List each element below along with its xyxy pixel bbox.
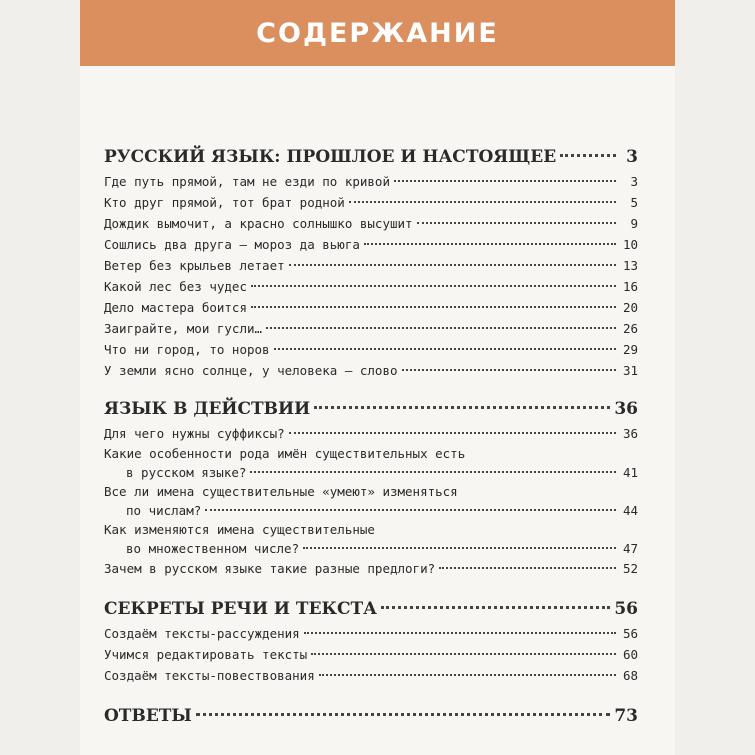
toc-entry[interactable] xyxy=(104,192,638,213)
entry-title: Сошлись два друга – мороз да вьюга xyxy=(104,237,360,252)
page-number: 9 xyxy=(630,216,638,231)
toc-entry[interactable] xyxy=(104,644,638,665)
section-title: ОТВЕТЫ xyxy=(104,706,192,726)
toc-entry[interactable] xyxy=(104,213,638,234)
table-of-contents xyxy=(104,143,638,730)
dot-leader xyxy=(196,713,610,716)
entry-title-continued: по числам? xyxy=(126,503,202,518)
entry-title: Заиграйте, мои гусли… xyxy=(104,321,263,336)
toc-entry[interactable] xyxy=(104,423,638,444)
page-number: 16 xyxy=(622,279,638,294)
dot-leader xyxy=(311,653,616,655)
page-number: 10 xyxy=(622,237,638,252)
dot-leader xyxy=(439,567,616,569)
dot-leader xyxy=(205,509,616,511)
page-number: 3 xyxy=(630,174,638,189)
dot-leader xyxy=(364,243,616,245)
dot-leader xyxy=(394,180,616,182)
page-number: 68 xyxy=(622,668,638,683)
page-number: 56 xyxy=(614,599,638,619)
dot-leader xyxy=(289,432,616,434)
entry-title: Кто друг прямой, тот брат родной xyxy=(104,195,345,210)
dot-leader xyxy=(381,606,610,609)
entry-title: Создаём тексты-рассуждения xyxy=(104,626,300,641)
entry-title: Создаём тексты-повествования xyxy=(104,668,315,683)
entry-title: У земли ясно солнце, у человека – слово xyxy=(104,363,398,378)
toc-entry-line[interactable] xyxy=(104,520,638,539)
dot-leader xyxy=(319,674,616,676)
toc-entry[interactable] xyxy=(104,297,638,318)
entry-title: Дело мастера боится xyxy=(104,300,247,315)
toc-entry-line[interactable] xyxy=(104,482,638,501)
page-title: СОДЕРЖАНИЕ xyxy=(256,17,499,49)
toc-entry[interactable] xyxy=(104,623,638,644)
dot-leader xyxy=(289,264,616,266)
dot-leader xyxy=(402,369,617,371)
page-number: 20 xyxy=(622,300,638,315)
entry-title-continued: во множественном числе? xyxy=(126,541,300,556)
toc-entry-line[interactable] xyxy=(104,444,638,463)
page-number: 52 xyxy=(622,561,638,576)
toc-section[interactable] xyxy=(104,702,638,730)
dot-leader xyxy=(266,327,616,329)
entry-title: Что ни город, то норов xyxy=(104,342,270,357)
toc-entry[interactable] xyxy=(104,558,638,579)
toc-section[interactable] xyxy=(104,395,638,423)
dot-leader xyxy=(417,222,616,224)
header-banner xyxy=(80,0,675,66)
toc-section[interactable] xyxy=(104,595,638,623)
entry-title: Где путь прямой, там не езди по кривой xyxy=(104,174,390,189)
entry-title-continued: в русском языке? xyxy=(126,465,247,480)
toc-entry-continuation[interactable] xyxy=(104,501,638,520)
page-number: 29 xyxy=(622,342,638,357)
page-number: 5 xyxy=(630,195,638,210)
page-number: 31 xyxy=(622,363,638,378)
entry-title: Какой лес без чудес xyxy=(104,279,247,294)
dot-leader xyxy=(560,154,616,157)
entry-title: Зачем в русском языке такие разные предлоги? xyxy=(104,561,436,576)
section-title: ЯЗЫК В ДЕЙСТВИИ xyxy=(104,399,311,419)
toc-entry[interactable] xyxy=(104,318,638,339)
entry-title: Для чего нужны суффиксы? xyxy=(104,426,285,441)
page-number: 26 xyxy=(622,321,638,336)
page-number: 73 xyxy=(614,706,638,726)
entry-title: Дождик вымочит, а красно солнышко высушит xyxy=(104,216,413,231)
entry-title: Какие особенности рода имён существительных есть xyxy=(104,446,466,461)
dot-leader xyxy=(251,285,616,287)
page-number: 36 xyxy=(614,399,638,419)
page-number: 44 xyxy=(622,503,638,518)
dot-leader xyxy=(349,201,616,203)
toc-entry[interactable] xyxy=(104,276,638,297)
dot-leader xyxy=(250,471,616,473)
toc-entry[interactable] xyxy=(104,360,638,381)
dot-leader xyxy=(303,547,616,549)
toc-entry-continuation[interactable] xyxy=(104,539,638,558)
dot-leader xyxy=(274,348,616,350)
page-number: 47 xyxy=(622,541,638,556)
entry-title: Как изменяются имена существительные xyxy=(104,522,375,537)
page-number: 41 xyxy=(622,465,638,480)
entry-title: Все ли имена существительные «умеют» изменяться xyxy=(104,484,458,499)
page-number: 36 xyxy=(622,426,638,441)
dot-leader xyxy=(304,632,616,634)
toc-entry[interactable] xyxy=(104,171,638,192)
entry-title: Учимся редактировать тексты xyxy=(104,647,308,662)
section-title: РУССКИЙ ЯЗЫК: ПРОШЛОЕ И НАСТОЯЩЕЕ xyxy=(104,147,557,167)
page-number: 60 xyxy=(622,647,638,662)
dot-leader xyxy=(251,306,616,308)
section-title: СЕКРЕТЫ РЕЧИ И ТЕКСТА xyxy=(104,599,378,619)
toc-entry-continuation[interactable] xyxy=(104,463,638,482)
toc-section[interactable] xyxy=(104,143,638,171)
toc-entry[interactable] xyxy=(104,255,638,276)
toc-entry[interactable] xyxy=(104,339,638,360)
entry-title: Ветер без крыльев летает xyxy=(104,258,285,273)
page-number: 3 xyxy=(626,147,638,167)
toc-entry[interactable] xyxy=(104,234,638,255)
page-number: 13 xyxy=(622,258,638,273)
dot-leader xyxy=(314,406,610,409)
page-number: 56 xyxy=(622,626,638,641)
toc-entry[interactable] xyxy=(104,665,638,686)
